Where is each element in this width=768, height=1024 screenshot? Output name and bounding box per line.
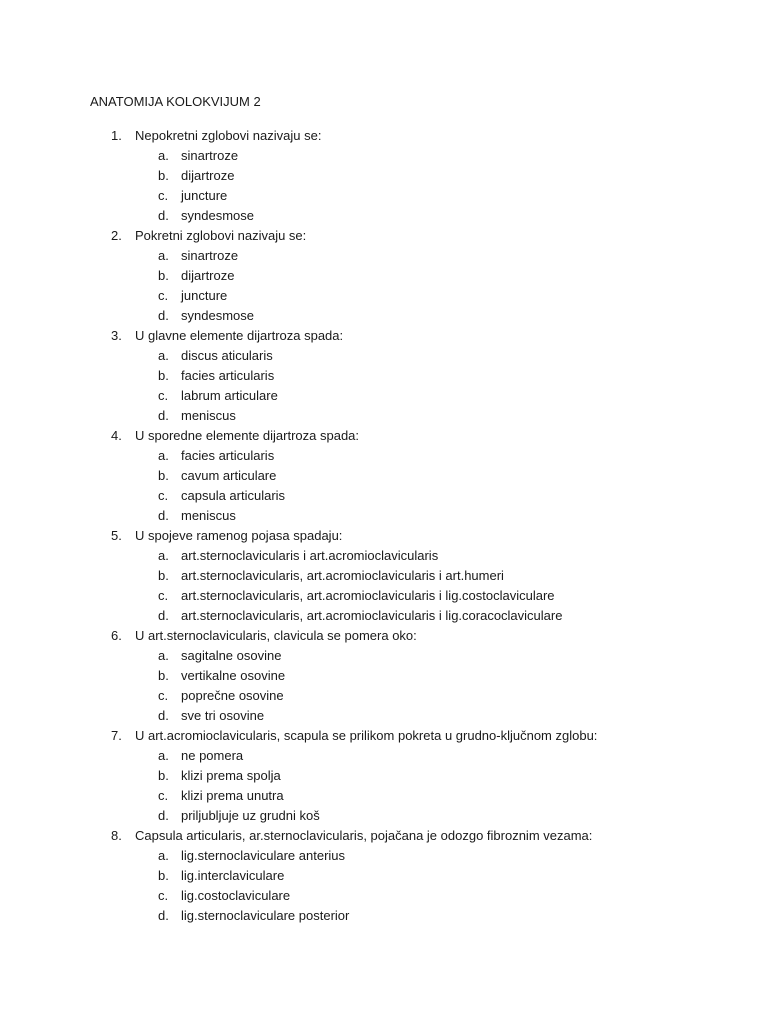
question-item bbox=[0, 626, 768, 726]
option-item bbox=[0, 346, 768, 366]
option-item bbox=[0, 906, 768, 926]
option-text: sve tri osovine bbox=[181, 708, 265, 723]
question-item bbox=[0, 326, 768, 426]
option-text: poprečne osovine bbox=[181, 688, 284, 703]
option-item bbox=[0, 146, 768, 166]
question-line bbox=[0, 326, 768, 346]
option-text: art.sternoclavicularis, art.acromioclavicularis i lig.coracoclaviculare bbox=[181, 608, 563, 623]
option-text: lig.sternoclaviculare anterius bbox=[181, 848, 346, 863]
option-item bbox=[0, 846, 768, 866]
option-letter: a. bbox=[158, 748, 169, 763]
option-letter: c. bbox=[158, 188, 169, 203]
option-list bbox=[0, 746, 768, 826]
option-letter: a. bbox=[158, 548, 169, 563]
option-letter: b. bbox=[158, 468, 169, 483]
option-text: art.sternoclavicularis i art.acromioclavicularis bbox=[181, 548, 439, 563]
option-text: syndesmose bbox=[181, 208, 254, 223]
question-text: Capsula articularis, ar.sternoclavicularis, pojačana je odozgo fibroznim vezama: bbox=[135, 828, 593, 843]
option-item bbox=[0, 446, 768, 466]
option-letter: a. bbox=[158, 148, 169, 163]
option-item bbox=[0, 306, 768, 326]
option-letter: a. bbox=[158, 348, 169, 363]
option-item bbox=[0, 546, 768, 566]
option-letter: d. bbox=[158, 708, 169, 723]
option-item bbox=[0, 246, 768, 266]
option-letter: a. bbox=[158, 248, 169, 263]
option-item bbox=[0, 766, 768, 786]
question-item bbox=[0, 426, 768, 526]
question-number: 8. bbox=[111, 828, 122, 843]
question-line bbox=[0, 526, 768, 546]
option-item bbox=[0, 886, 768, 906]
option-text: art.sternoclavicularis, art.acromioclavicularis i art.humeri bbox=[181, 568, 504, 583]
question-line bbox=[0, 626, 768, 646]
option-text: syndesmose bbox=[181, 308, 254, 323]
option-letter: b. bbox=[158, 268, 169, 283]
option-item bbox=[0, 586, 768, 606]
option-text: meniscus bbox=[181, 508, 236, 523]
option-text: juncture bbox=[181, 188, 228, 203]
question-text: Nepokretni zglobovi nazivaju se: bbox=[135, 128, 322, 143]
option-text: dijartroze bbox=[181, 168, 235, 183]
option-letter: b. bbox=[158, 368, 169, 383]
option-letter: d. bbox=[158, 908, 169, 923]
option-list bbox=[0, 846, 768, 926]
option-letter: a. bbox=[158, 848, 169, 863]
option-text: lig.costoclaviculare bbox=[181, 888, 291, 903]
option-item bbox=[0, 206, 768, 226]
question-item bbox=[0, 726, 768, 826]
option-text: juncture bbox=[181, 288, 228, 303]
option-letter: a. bbox=[158, 648, 169, 663]
option-item bbox=[0, 386, 768, 406]
option-text: labrum articulare bbox=[181, 388, 278, 403]
option-text: facies articularis bbox=[181, 448, 275, 463]
question-line bbox=[0, 726, 768, 746]
option-list bbox=[0, 646, 768, 726]
question-number: 5. bbox=[111, 528, 122, 543]
option-text: dijartroze bbox=[181, 268, 235, 283]
option-letter: c. bbox=[158, 688, 169, 703]
option-list bbox=[0, 146, 768, 226]
option-item bbox=[0, 706, 768, 726]
option-letter: c. bbox=[158, 888, 169, 903]
option-text: priljubljuje uz grudni koš bbox=[181, 808, 320, 823]
option-text: facies articularis bbox=[181, 368, 275, 383]
option-item bbox=[0, 566, 768, 586]
option-letter: d. bbox=[158, 308, 169, 323]
option-letter: d. bbox=[158, 808, 169, 823]
question-line bbox=[0, 426, 768, 446]
option-letter: b. bbox=[158, 168, 169, 183]
option-letter: c. bbox=[158, 388, 169, 403]
option-text: klizi prema unutra bbox=[181, 788, 284, 803]
option-letter: c. bbox=[158, 588, 169, 603]
question-text: U glavne elemente dijartroza spada: bbox=[135, 328, 344, 343]
option-text: sinartroze bbox=[181, 148, 239, 163]
option-text: discus aticularis bbox=[181, 348, 273, 363]
question-text: U sporedne elemente dijartroza spada: bbox=[135, 428, 360, 443]
option-item bbox=[0, 606, 768, 626]
document-title: ANATOMIJA KOLOKVIJUM 2 bbox=[90, 94, 261, 109]
option-letter: c. bbox=[158, 288, 169, 303]
option-text: lig.sternoclaviculare posterior bbox=[181, 908, 350, 923]
option-item bbox=[0, 186, 768, 206]
question-item bbox=[0, 826, 768, 926]
option-letter: c. bbox=[158, 488, 169, 503]
question-line bbox=[0, 126, 768, 146]
question-number: 7. bbox=[111, 728, 122, 743]
option-item bbox=[0, 686, 768, 706]
option-letter: d. bbox=[158, 208, 169, 223]
option-item bbox=[0, 746, 768, 766]
option-item bbox=[0, 786, 768, 806]
question-list bbox=[0, 126, 768, 926]
question-item bbox=[0, 126, 768, 226]
option-letter: b. bbox=[158, 568, 169, 583]
option-item bbox=[0, 486, 768, 506]
question-item bbox=[0, 226, 768, 326]
question-line bbox=[0, 826, 768, 846]
option-text: klizi prema spolja bbox=[181, 768, 281, 783]
option-item bbox=[0, 466, 768, 486]
option-list bbox=[0, 246, 768, 326]
option-text: sinartroze bbox=[181, 248, 239, 263]
question-number: 6. bbox=[111, 628, 122, 643]
option-text: capsula articularis bbox=[181, 488, 286, 503]
option-text: lig.interclaviculare bbox=[181, 868, 285, 883]
option-letter: d. bbox=[158, 408, 169, 423]
option-letter: d. bbox=[158, 508, 169, 523]
option-item bbox=[0, 506, 768, 526]
question-text: U art.acromioclavicularis, scapula se prilikom pokreta u grudno-ključnom zglobu: bbox=[135, 728, 598, 743]
question-item bbox=[0, 526, 768, 626]
option-text: cavum articulare bbox=[181, 468, 277, 483]
option-letter: b. bbox=[158, 868, 169, 883]
option-item bbox=[0, 366, 768, 386]
question-number: 3. bbox=[111, 328, 122, 343]
option-letter: b. bbox=[158, 668, 169, 683]
question-line bbox=[0, 226, 768, 246]
option-item bbox=[0, 806, 768, 826]
option-list bbox=[0, 346, 768, 426]
option-item bbox=[0, 166, 768, 186]
question-number: 1. bbox=[111, 128, 122, 143]
question-text: U art.sternoclavicularis, clavicula se pomera oko: bbox=[135, 628, 417, 643]
option-letter: c. bbox=[158, 788, 169, 803]
option-item bbox=[0, 866, 768, 886]
option-text: art.sternoclavicularis, art.acromioclavicularis i lig.costoclaviculare bbox=[181, 588, 555, 603]
option-text: vertikalne osovine bbox=[181, 668, 286, 683]
option-text: meniscus bbox=[181, 408, 236, 423]
question-text: Pokretni zglobovi nazivaju se: bbox=[135, 228, 307, 243]
question-number: 4. bbox=[111, 428, 122, 443]
option-letter: b. bbox=[158, 768, 169, 783]
question-number: 2. bbox=[111, 228, 122, 243]
option-item bbox=[0, 666, 768, 686]
option-item bbox=[0, 646, 768, 666]
option-item bbox=[0, 406, 768, 426]
option-item bbox=[0, 286, 768, 306]
question-text: U spojeve ramenog pojasa spadaju: bbox=[135, 528, 343, 543]
option-list bbox=[0, 446, 768, 526]
option-item bbox=[0, 266, 768, 286]
option-list bbox=[0, 546, 768, 626]
option-letter: a. bbox=[158, 448, 169, 463]
option-text: sagitalne osovine bbox=[181, 648, 282, 663]
option-letter: d. bbox=[158, 608, 169, 623]
option-text: ne pomera bbox=[181, 748, 244, 763]
